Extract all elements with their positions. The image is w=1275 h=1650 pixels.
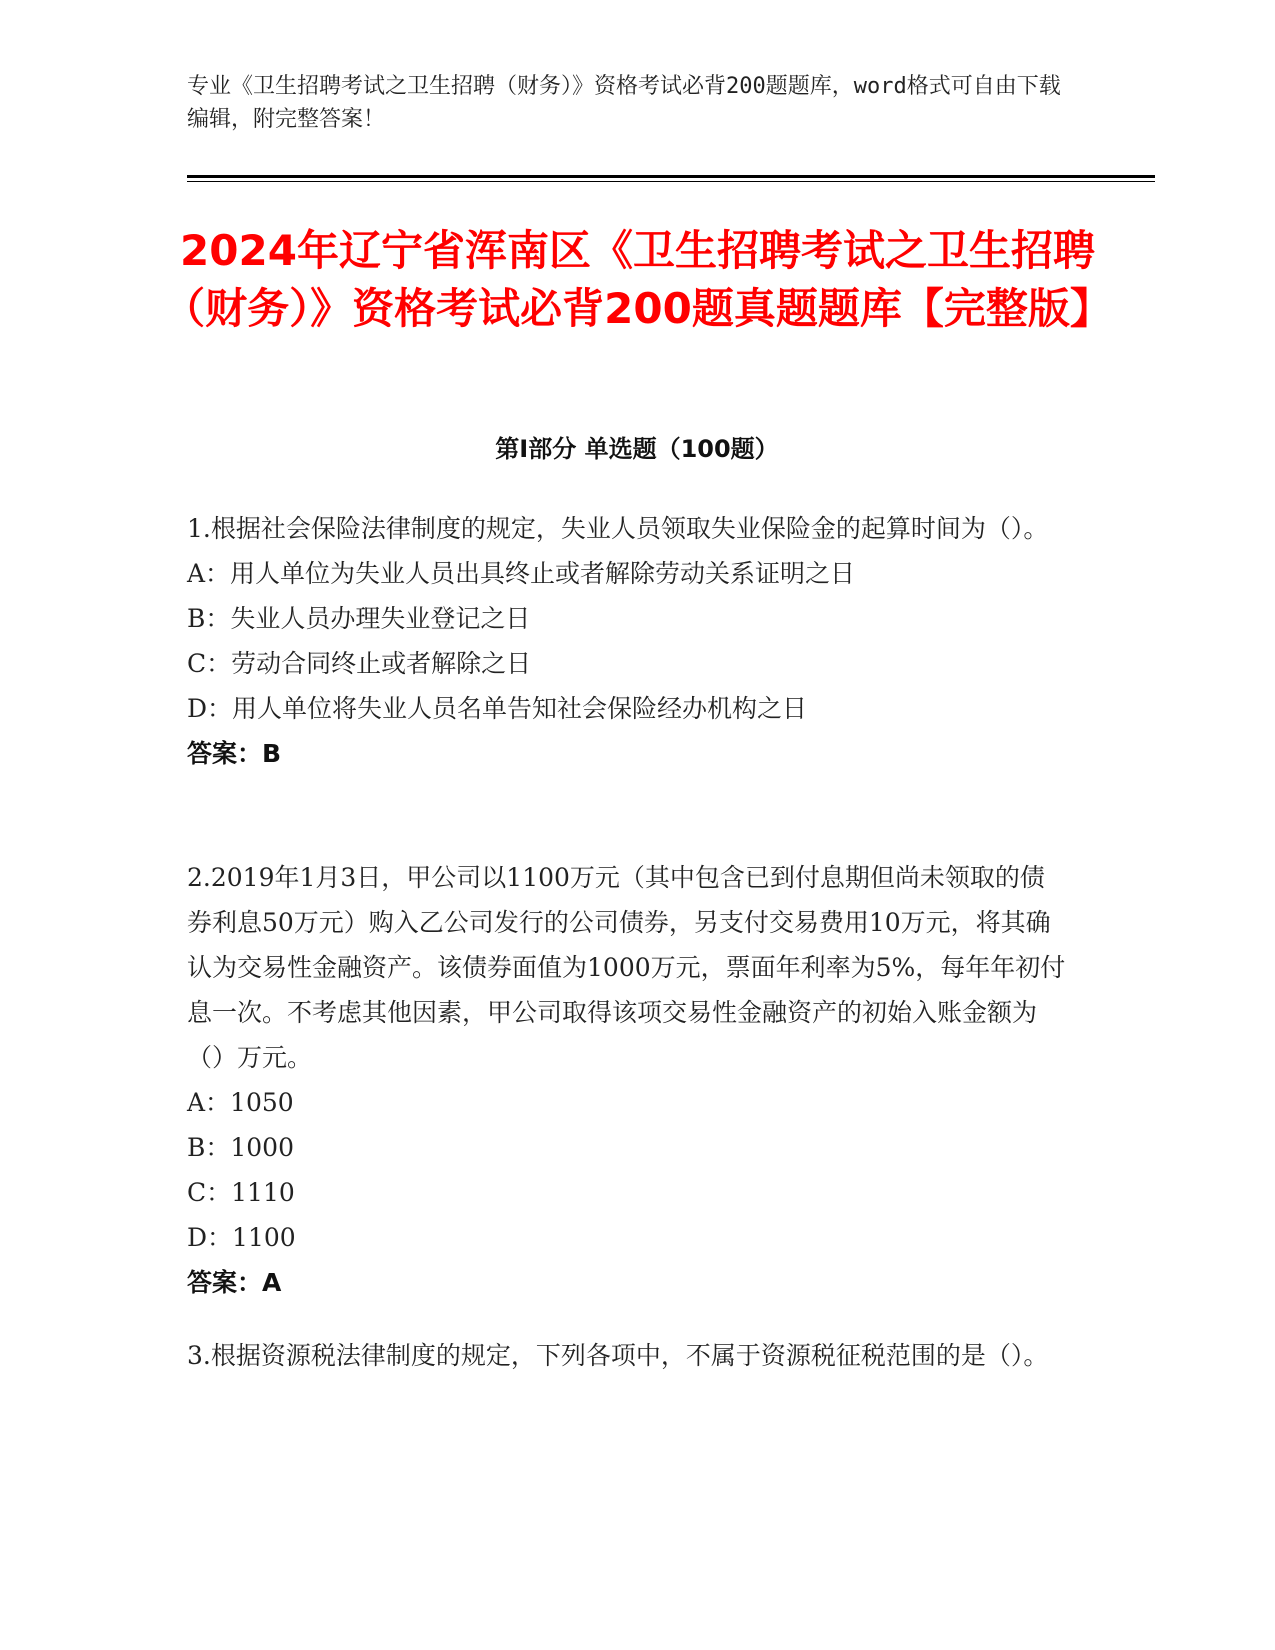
question-text: 1.根据社会保险法律制度的规定，失业人员领取失业保险金的起算时间为（）。 xyxy=(187,514,1049,543)
option-c: C：劳动合同终止或者解除之日 xyxy=(187,649,532,678)
option-b: B：失业人员办理失业登记之日 xyxy=(187,604,531,633)
question-text: 2.2019年1月3日，甲公司以1100万元（其中包含已到付息期但尚未领取的债券利息50万元）购入乙公司发行的公司债券，另支付交易费用10万元，将其确认为交易性金融资产。该债券面值为1000万元，票面年利率为5%，每年年初付息一次。不考虑其他因素，甲公司取得该项交易性金融资产的初始入账金额为（）万元。 xyxy=(187,863,1066,1072)
header-note: 专业《卫生招聘考试之卫生招聘（财务）》资格考试必背200题题库，word格式可自由下载编辑，附完整答案！ xyxy=(187,74,1061,132)
question-text: 3.根据资源税法律制度的规定，下列各项中，不属于资源税征税范围的是（）。 xyxy=(187,1341,1049,1370)
answer-label: 答案：B xyxy=(187,739,282,768)
answer-label: 答案：A xyxy=(187,1268,282,1297)
section-title: 第Ⅰ部分 单选题（100题） xyxy=(495,435,779,463)
option-b: B：1000 xyxy=(187,1133,294,1162)
question-3 xyxy=(187,1333,1067,1378)
option-d: D：用人单位将失业人员名单告知社会保险经办机构之日 xyxy=(187,694,808,723)
header-divider-thin xyxy=(187,181,1155,182)
header-divider-thick xyxy=(187,175,1155,178)
option-a: A：1050 xyxy=(187,1088,294,1117)
option-a: A：用人单位为失业人员出具终止或者解除劳动关系证明之日 xyxy=(187,559,856,588)
option-c: C：1110 xyxy=(187,1178,295,1207)
option-d: D：1100 xyxy=(187,1223,296,1252)
question-2 xyxy=(187,855,1067,1305)
document-title: 2024年辽宁省浑南区《卫生招聘考试之卫生招聘（财务）》资格考试必背200题真题题库【完整版】 xyxy=(163,226,1112,333)
question-1 xyxy=(187,506,1067,776)
